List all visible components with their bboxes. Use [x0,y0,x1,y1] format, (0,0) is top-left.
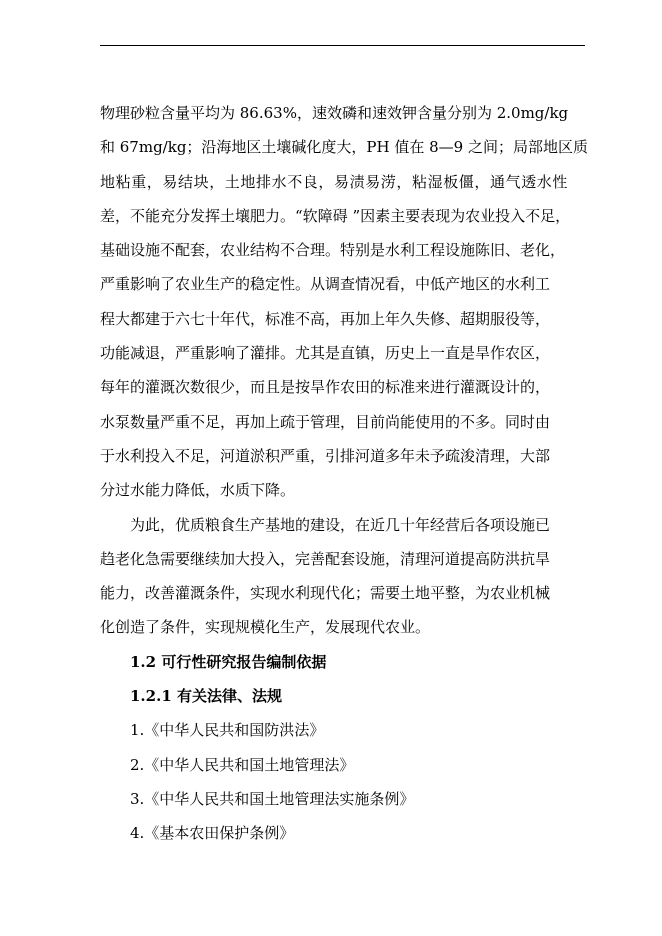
section-heading: 1.2 可行性研究报告编制依据 [130,652,327,671]
text-line: 每年的灌溉次数很少，而且是按旱作农田的标准来进行灌溉设计的， [100,378,551,397]
paragraph-soil-and-infrastructure [100,96,590,508]
paragraph-construction-needs [100,508,590,645]
text-line: 于水利投入不足，河道淤积严重，引排河道多年未予疏浚清理，大部 [100,446,551,465]
text-line: 和 67mg/kg；沿海地区土壤碱化度大，PH 值在 8—9 之间；局部地区质 [100,138,588,157]
text-line: 物理砂粒含量平均为 86.63%，速效磷和速效钾含量分别为 2.0mg/kg [100,104,569,122]
text-line: 严重影响了农业生产的稳定性。从调查情况看，中低产地区的水利工 [100,275,551,294]
text-line: 基础设施不配套，农业结构不合理。特别是水利工程设施陈旧、老化， [100,241,566,260]
list-item: 2.《中华人民共和国土地管理法》 [130,755,355,774]
text-line: 分过水能力降低，水质下降。 [100,481,296,500]
text-line: 化创造了条件，实现规模化生产，发展现代农业。 [100,618,431,637]
text-line: 为此，优质粮食生产基地的建设，在近几十年经营后各项设施已 [130,515,551,534]
text-line: 程大都建于六七十年代，标准不高，再加上年久失修、超期服役等， [100,309,551,328]
list-item: 4.《基本农田保护条例》 [130,824,295,843]
text-line: 地粘重，易结块，土地排水不良，易渍易涝，粘湿板僵，通气透水性 [100,172,569,191]
text-line: 趋老化急需要继续加大投入，完善配套设施，清理河道提高防洪抗旱 [100,549,551,568]
text-line: 能力，改善灌溉条件，实现水利现代化；需要土地平整，为农业机械 [100,584,551,603]
list-item: 3.《中华人民共和国土地管理法实施条例》 [130,789,415,808]
text-line: 差，不能充分发挥土壤肥力。“软障碍 ”因素主要表现为农业投入不足， [100,206,571,225]
list-item: 1.《中华人民共和国防洪法》 [130,721,325,740]
text-line: 水泵数量严重不足，再加上疏于管理，目前尚能使用的不多。同时由 [100,412,551,431]
text-line: 功能减退，严重影响了灌排。尤其是直镇，历史上一直是旱作农区， [100,344,551,363]
law-list [100,713,590,850]
document-body [100,96,590,851]
subsection-heading: 1.2.1 有关法律、法规 [130,687,282,706]
header-rule [100,45,585,46]
